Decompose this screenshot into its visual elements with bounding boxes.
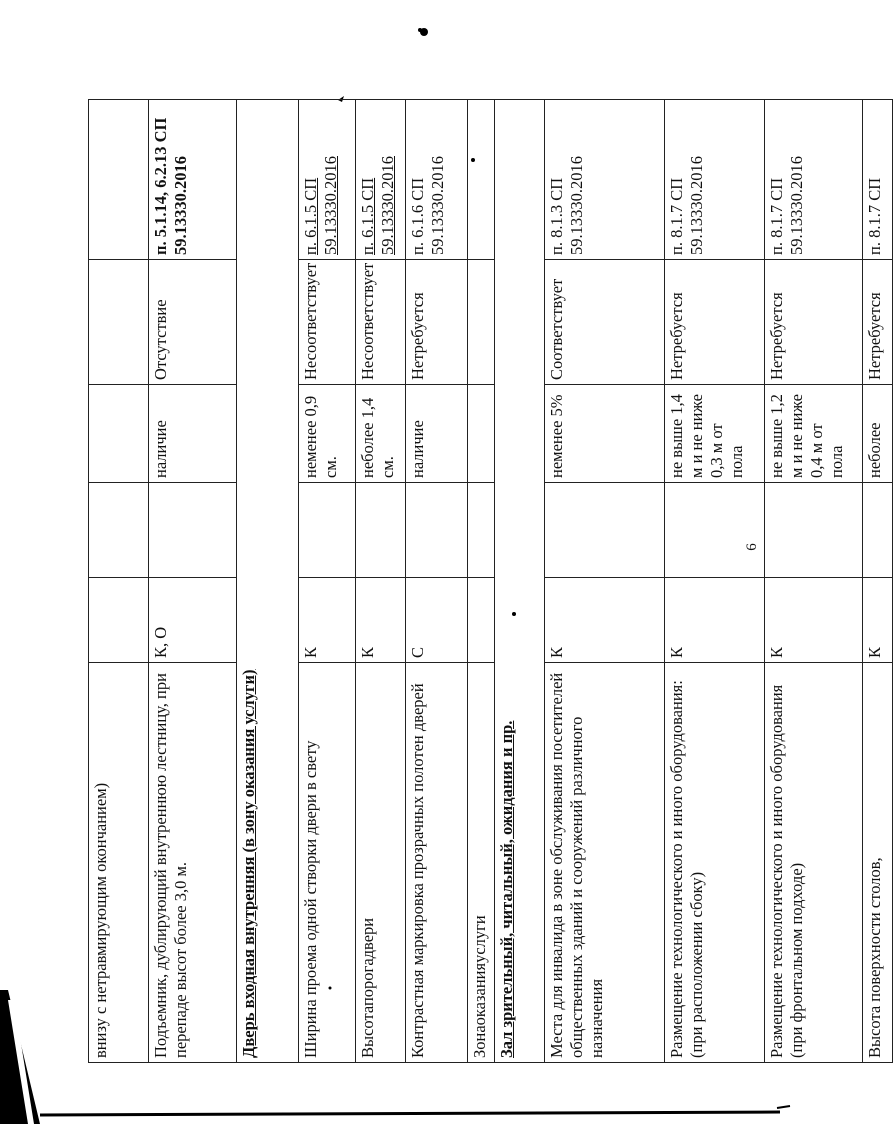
table-cell: К — [299, 578, 356, 663]
criterion-cell: Размещение технологического и иного оборудования (при фронтальном подходе) — [765, 663, 863, 1063]
criterion-cell: Контрастная маркировка прозрачных полотен дверей — [406, 663, 468, 1063]
table-row — [495, 100, 545, 1063]
table-row — [468, 100, 495, 1063]
table-cell: К — [545, 578, 665, 663]
table-cell — [149, 483, 237, 578]
table-cell: п. 8.1.7 СП 59.13330.2016 — [765, 100, 863, 260]
table-cell: п. 8.1.3 СП 59.13330.2016 — [545, 100, 665, 260]
table-cell: Отсутствие — [149, 260, 237, 385]
table-cell: п. 6.1.5 СП 59.13330.2016 — [299, 100, 356, 260]
criterion-cell: Ширина проема одной створки двери в свету — [299, 663, 356, 1063]
criterion-cell: Высотапорогадвери — [356, 663, 406, 1063]
page-number: 6 — [744, 543, 760, 551]
table-cell: п. 6.1.6 СП 59.13330.2016 — [406, 100, 468, 260]
table-cell — [545, 483, 665, 578]
table-cell: п. 6.1.5 СП 59.13330.2016 — [356, 100, 406, 260]
table-cell: Нетребуется — [665, 260, 765, 385]
table-cell: Нетребуется — [765, 260, 863, 385]
table-cell: К — [863, 578, 893, 663]
table-row — [765, 100, 863, 1063]
criterion-cell: Места для инвалида в зоне обслуживания посетителей общественных зданий и сооружений различного назначения — [545, 663, 665, 1063]
accessibility-checklist-table — [88, 99, 893, 1063]
table-cell — [356, 483, 406, 578]
table-row — [149, 100, 237, 1063]
table-cell: Нетребуется — [406, 260, 468, 385]
table-cell — [468, 385, 495, 483]
table-cell: Несоответствует — [356, 260, 406, 385]
table-cell — [89, 578, 149, 663]
table-row — [406, 100, 468, 1063]
table-row — [299, 100, 356, 1063]
table-cell — [299, 483, 356, 578]
criterion-cell: Высота поверхности столов, — [863, 663, 893, 1063]
table-cell — [89, 260, 149, 385]
table-cell — [765, 483, 863, 578]
table-row — [863, 100, 893, 1063]
table-cell — [89, 385, 149, 483]
table-cell: К — [765, 578, 863, 663]
table-cell: не выше 1,4 м и не ниже 0,3 м от пола — [665, 385, 765, 483]
table-cell — [468, 483, 495, 578]
criterion-cell: Зал зрительный, читальный, ожидания и пр. — [495, 100, 545, 1063]
table-cell: наличие — [406, 385, 468, 483]
table-cell: Соответствует — [545, 260, 665, 385]
criterion-cell: внизу с нетравмирующим окончанием) — [89, 663, 149, 1063]
table-cell — [89, 483, 149, 578]
criterion-cell: Дверь входная внутренняя (в зону оказания услуги) — [237, 100, 299, 1063]
table-cell — [406, 483, 468, 578]
table-cell: п. 5.1.14, 6.2.13 СП 59.13330.2016 — [149, 100, 237, 260]
table-cell: К — [356, 578, 406, 663]
criterion-cell: Подъемник, дублирующий внутреннюю лестницу, при перепаде высот более 3,0 м. — [149, 663, 237, 1063]
table-cell: С — [406, 578, 468, 663]
table-row — [89, 100, 149, 1063]
criterion-cell: Размещение технологического и иного оборудования:(при расположении сбоку) — [665, 663, 765, 1063]
table-cell — [665, 483, 765, 578]
table-row — [665, 100, 765, 1063]
table-cell: не выше 1,2 м и не ниже 0,4 м от пола — [765, 385, 863, 483]
table-cell: К, О — [149, 578, 237, 663]
table-cell: К — [665, 578, 765, 663]
table-cell: наличие — [149, 385, 237, 483]
table-cell — [468, 260, 495, 385]
table-cell: неболее — [863, 385, 893, 483]
table-cell: неменее 5% — [545, 385, 665, 483]
table-body — [89, 100, 893, 1063]
table-row — [237, 100, 299, 1063]
table-cell: неболее 1,4 см. — [356, 385, 406, 483]
table-cell: Несоответствует — [299, 260, 356, 385]
table-cell: п. 8.1.7 СП — [863, 100, 893, 260]
table-cell — [468, 578, 495, 663]
table-row — [356, 100, 406, 1063]
document-table — [88, 100, 892, 1063]
table-cell — [89, 100, 149, 260]
table-cell: Нетребуется — [863, 260, 893, 385]
table-cell: неменее 0,9 см. — [299, 385, 356, 483]
criterion-cell: Зонаоказанияуслуги — [468, 663, 495, 1063]
table-cell — [863, 483, 893, 578]
table-row — [545, 100, 665, 1063]
table-cell — [468, 100, 495, 260]
table-cell: п. 8.1.7 СП 59.13330.2016 — [665, 100, 765, 260]
